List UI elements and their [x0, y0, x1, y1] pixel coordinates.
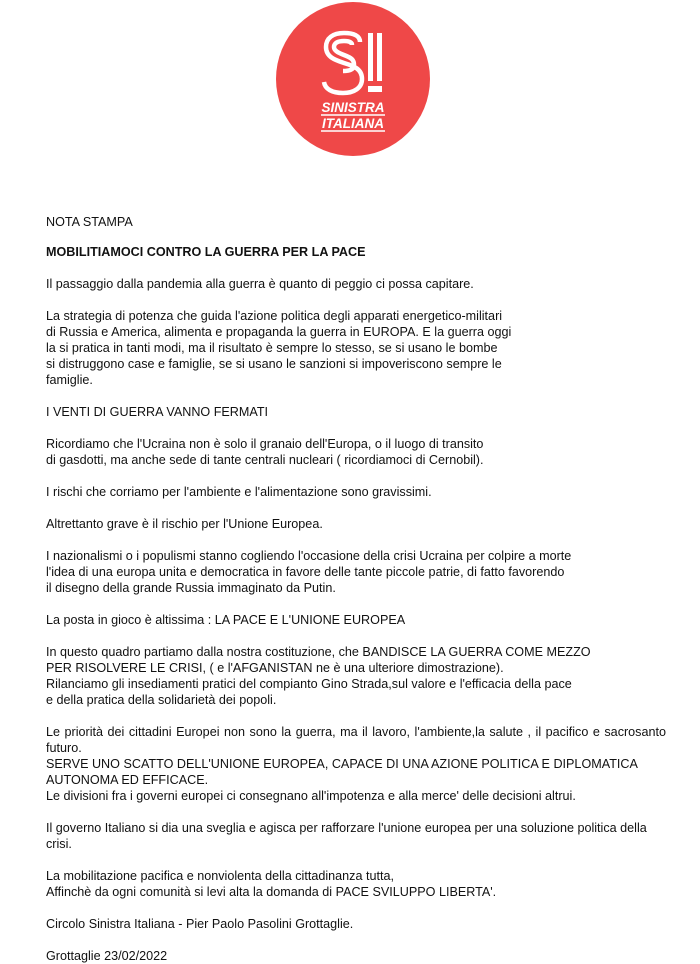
- date: Grottaglie 23/02/2022: [46, 949, 168, 963]
- paragraph-nazionalismi: [46, 548, 666, 596]
- paragraph-venti: I VENTI DI GUERRA VANNO FERMATI: [46, 405, 269, 419]
- paragraph-costituzione: [46, 644, 666, 708]
- logo-i-stroke: [368, 33, 373, 81]
- text-line: Affinchè da ogni comunità si levi alta la domanda di PACE SVILUPPO LIBERTA'.: [46, 885, 497, 899]
- paragraph-mobilitazione: [46, 868, 666, 900]
- text-line: di Russia e America, alimenta e propaganda la guerra in EUROPA. E la guerra oggi: [46, 325, 512, 339]
- text-line: La mobilitazione pacifica e nonviolenta della cittadinanza tutta,: [46, 869, 394, 883]
- text-line: In questo quadro partiamo dalla nostra costituzione, che BANDISCE LA GUERRA COME MEZZO: [46, 645, 591, 659]
- paragraph-governo: Il governo Italiano si dia una sveglia e agisca per rafforzare l'unione europea per una soluzione politica della crisi.: [46, 821, 647, 851]
- paragraph-intro: Il passaggio dalla pandemia alla guerra è quanto di peggio ci possa capitare.: [46, 277, 474, 291]
- paragraph-strategy: [46, 308, 666, 388]
- paragraph-ucraina: [46, 436, 666, 468]
- sinistra-italiana-logo: [276, 2, 430, 156]
- text-block: Le priorità dei cittadini Europei non sono la guerra, ma il lavoro, l'ambiente,la salute , il pacifico e sacrosanto futuro.: [46, 725, 666, 755]
- paragraph-priorita: [46, 724, 666, 804]
- text-line: La strategia di potenza che guida l'azione politica degli apparati energetico-militari: [46, 309, 503, 323]
- logo-text-italiana: ITALIANA: [322, 116, 384, 131]
- paragraph-unione: Altrettanto grave è il rischio per l'Unione Europea.: [46, 517, 323, 531]
- text-line: Rilanciamo gli insediamenti pratici del compianto Gino Strada,sul valore e l'efficacia della pace: [46, 677, 572, 691]
- text-block: Le divisioni fra i governi europei ci consegnano all'impotenza e alla merce' delle decisioni altrui.: [46, 789, 576, 803]
- text-line: l'idea di una europa unita e democratica in favore delle tante piccole patrie, di fatto favorendo: [46, 565, 565, 579]
- paragraph-posta: La posta in gioco è altissima : LA PACE E L'UNIONE EUROPEA: [46, 613, 406, 627]
- logo-exclamation-stroke: [377, 33, 382, 81]
- text-line: e della pratica della solidarietà dei popoli.: [46, 693, 277, 707]
- press-release: [46, 214, 666, 964]
- text-line: I nazionalismi o i populismi stanno cogliendo l'occasione della crisi Ucraina per colpire a morte: [46, 549, 572, 563]
- text-line: famiglie.: [46, 373, 93, 387]
- text-line: Ricordiamo che l'Ucraina non è solo il granaio dell'Europa, o il luogo di transito: [46, 437, 484, 451]
- signature: Circolo Sinistra Italiana - Pier Paolo Pasolini Grottaglie.: [46, 917, 354, 931]
- logo-exclamation-dot: [368, 86, 382, 92]
- logo-text-sinistra: SINISTRA: [321, 100, 385, 115]
- text-line: il disegno della grande Russia immaginato da Putin.: [46, 581, 336, 595]
- text-line: si distruggono case e famiglie, se si usano le sanzioni si impoveriscono sempre le: [46, 357, 502, 371]
- paragraph-rischi: I rischi che corriamo per l'ambiente e l'alimentazione sono gravissimi.: [46, 485, 432, 499]
- text-line: PER RISOLVERE LE CRISI, ( e l'AFGANISTAN ne è una ulteriore dimostrazione).: [46, 661, 504, 675]
- doc-label: NOTA STAMPA: [46, 215, 133, 229]
- doc-title: MOBILITIAMOCI CONTRO LA GUERRA PER LA PACE: [46, 245, 366, 259]
- logo-emblem: [276, 2, 430, 156]
- logo-circle: [276, 2, 430, 156]
- text-line: la si pratica in tanti modi, ma il risultato è sempre lo stesso, se si usano le bombe: [46, 341, 498, 355]
- text-line: di gasdotti, ma anche sede di tante centrali nucleari ( ricordiamoci di Cernobil).: [46, 453, 484, 467]
- text-block: SERVE UNO SCATTO DELL'UNIONE EUROPEA, CAPACE DI UNA AZIONE POLITICA E DIPLOMATICA AUTONOMA ED EFFICACE.: [46, 757, 638, 787]
